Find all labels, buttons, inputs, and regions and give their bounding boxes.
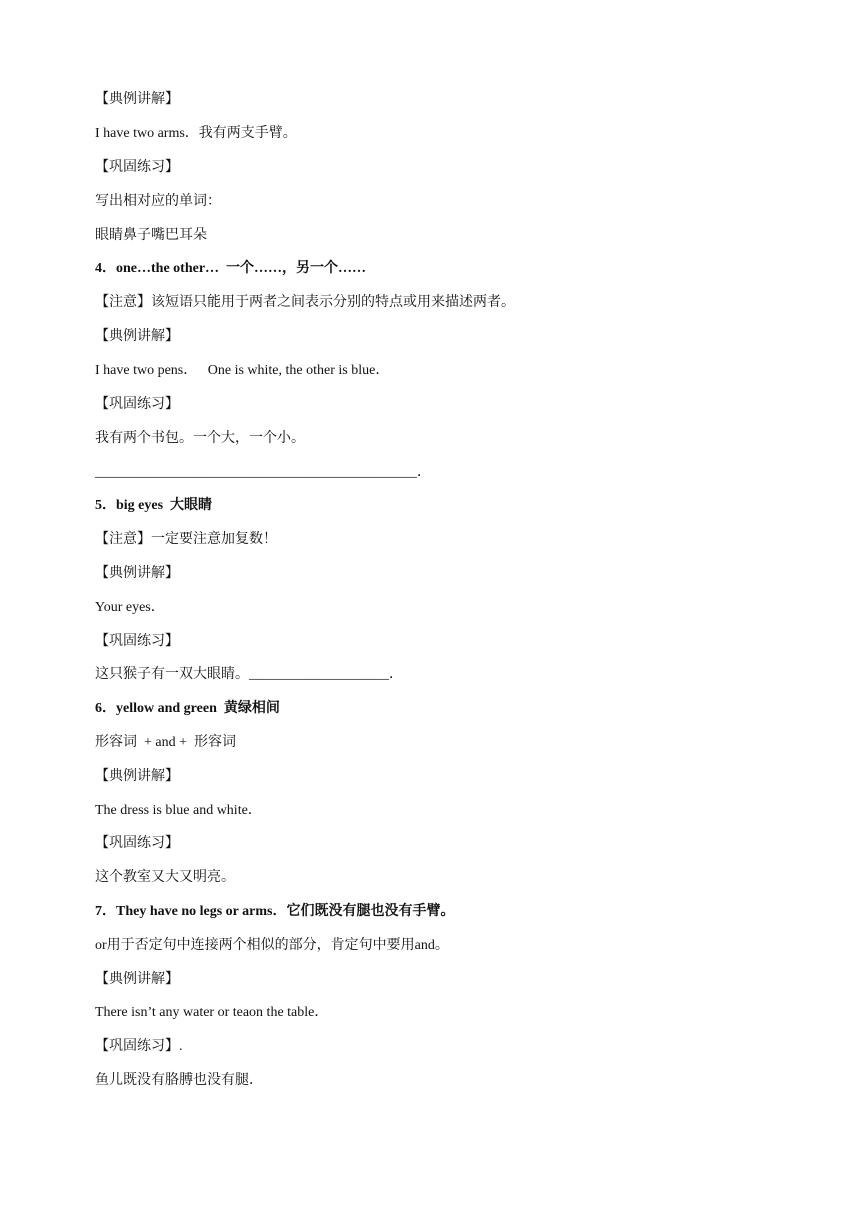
- grammar-note: or用于否定句中连接两个相似的部分，肯定句中要用and。: [95, 938, 449, 953]
- section-label: 【巩固练习】: [95, 160, 179, 175]
- section-label: 【巩固练习】: [95, 397, 179, 412]
- heading-7: 7．They have no legs or arms．它们既没有腿也没有手臂。: [95, 904, 455, 919]
- exercise-words: 眼睛鼻子嘴巴耳朵: [95, 228, 207, 243]
- example-sentence: The dress is blue and white．: [95, 803, 262, 818]
- section-label: 【典例讲解】: [95, 329, 179, 344]
- section-label: 【巩固练习】: [95, 836, 179, 851]
- section-label: 【典例讲解】: [95, 92, 179, 107]
- answer-blank: ______________________________________________．: [95, 465, 431, 480]
- section-label: 【巩固练习】: [95, 634, 179, 649]
- example-sentence: There isn’t any water or teaon the table．: [95, 1005, 329, 1020]
- exercise-prompt: 这个教室又大又明亮。: [95, 870, 235, 885]
- example-sentence: I have two arms．我有两支手臂。: [95, 126, 297, 141]
- instruction-text: 写出相对应的单词：: [95, 194, 221, 209]
- exercise-prompt: 我有两个书包。一个大，一个小。: [95, 431, 305, 446]
- section-label: 【典例讲解】: [95, 769, 179, 784]
- section-label: 【巩固练习】.: [95, 1039, 183, 1054]
- example-sentence: I have two pens． One is white, the other is blue．: [95, 363, 390, 378]
- grammar-pattern: 形容词 + and + 形容词: [95, 735, 237, 750]
- section-label: 【典例讲解】: [95, 972, 179, 987]
- note-text: 【注意】一定要注意加复数！: [95, 532, 277, 547]
- heading-5: 5．big eyes 大眼睛: [95, 498, 213, 513]
- heading-4: 4．one…the other… 一个……，另一个……: [95, 261, 367, 276]
- exercise-prompt: 这只猴子有一双大眼睛。____________________．: [95, 667, 403, 682]
- heading-6: 6．yellow and green 黄绿相间: [95, 701, 280, 716]
- exercise-prompt: 鱼儿既没有胳膊也没有腿．: [95, 1073, 263, 1088]
- example-sentence: Your eyes．: [95, 600, 165, 615]
- section-label: 【典例讲解】: [95, 566, 179, 581]
- note-text: 【注意】该短语只能用于两者之间表示分别的特点或用来描述两者。: [95, 295, 515, 310]
